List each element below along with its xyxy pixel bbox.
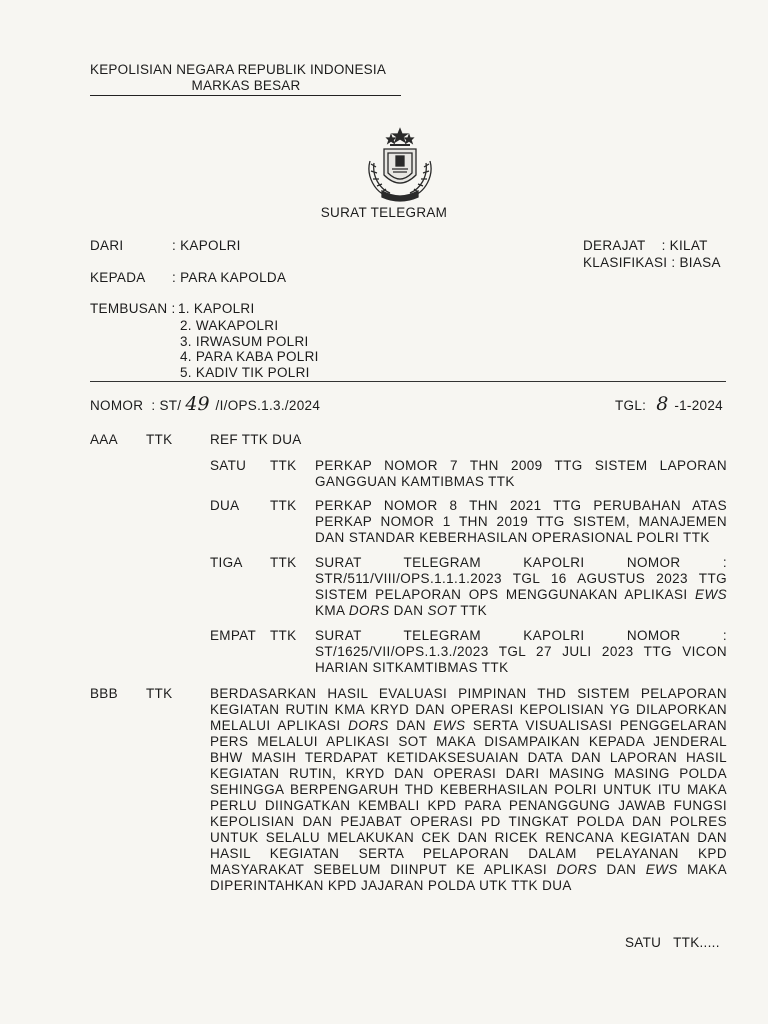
tgl-suffix: -1-2024 (674, 398, 723, 413)
nomor-handwritten: 49 (185, 393, 210, 415)
tgl-handwritten: 8 (656, 393, 669, 415)
bbb-text-part: DAN (388, 718, 434, 733)
bbb-text-italic: EWS (645, 862, 678, 877)
section-divider (90, 381, 726, 382)
aaa-text: REF TTK DUA (210, 432, 302, 447)
tembusan-item: 5. KADIV TIK POLRI (180, 365, 310, 380)
ref-text (315, 555, 727, 619)
tembusan-item: 4. PARA KABA POLRI (180, 349, 319, 364)
tembusan-item: 2. WAKAPOLRI (180, 318, 279, 333)
ref-text-italic: EWS (695, 587, 727, 602)
ref-text-part: KMA (315, 603, 349, 618)
nomor-prefix: NOMOR : ST/ (90, 398, 182, 413)
nomor-suffix: /I/OPS.1.3./2024 (215, 398, 321, 413)
continuation-marker: SATU TTK..... (625, 935, 720, 950)
bbb-ttk: TTK (146, 686, 173, 701)
kepada-value: : PARA KAPOLDA (172, 270, 287, 285)
ref-text-italic: DORS (348, 603, 390, 618)
tembusan-item: 3. IRWASUM POLRI (180, 334, 309, 349)
letterhead (90, 62, 402, 94)
document-title: SURAT TELEGRAM (320, 205, 448, 220)
bbb-text-italic: EWS (433, 718, 466, 733)
ref-num: TIGA (210, 555, 243, 570)
tgl-line (615, 393, 723, 415)
ref-num: DUA (210, 498, 240, 513)
letterhead-underline (90, 95, 401, 96)
bbb-text-part: MAKA DIPERINTAHKAN KPD JAJARAN POLDA UTK TTK DUA (210, 862, 727, 893)
ref-ttk: TTK (270, 458, 297, 473)
kepada-label: KEPADA (90, 270, 146, 285)
tembusan-label: TEMBUSAN : (90, 301, 176, 316)
klasifikasi: KLASIFIKASI : BIASA (583, 255, 721, 270)
letterhead-institution: KEPOLISIAN NEGARA REPUBLIK INDONESIA (90, 62, 387, 77)
ref-num: SATU (210, 458, 247, 473)
ref-ttk: TTK (270, 628, 297, 643)
ref-text-part: TTK (456, 603, 488, 618)
dari-label: DARI (90, 238, 124, 253)
bbb-label: BBB (90, 686, 118, 701)
bbb-text-italic: DORS (556, 862, 598, 877)
bbb-text-part: SERTA VISUALISASI PENGGELARAN PERS MELALUI APLIKASI SOT MAKA DISAMPAIKAN KEPADA JENDERAL BHW MASIH TERDAPAT KETIDAKSESUAIAN DATA DAN LAPORAN HASIL KEGIATAN RUTIN, KRYD DAN OPERASI DARI MASING MASING POLDA SEHINGGA BERPENGARUH THD KEBERHASILAN POLRI UNTUK ITU MAKA PERLU DIINGATKAN KEMBALI KPD PARA PENANGGUNG JAWAB FUNGSI KEPOLISIAN DAN PEJABAT OPERASI PD TINGKAT POLDA DAN POLRES UNTUK SELALU MELAKUKAN CEK DAN RICEK RENCANA KEGIATAN DAN HASIL KEGIATAN SERTA PELAPORAN DALAM PELAYANAN KPD MASYARAKAT SEBELUM DIINPUT KE APLIKASI (210, 718, 728, 877)
ref-text: PERKAP NOMOR 7 THN 2009 TTG SISTEM LAPORAN GANGGUAN KAMTIBMAS TTK (315, 458, 727, 489)
tembusan-item: 1. KAPOLRI (178, 301, 255, 316)
ref-text-part: SURAT TELEGRAM KAPOLRI NOMOR : STR/511/VIII/OPS.1.1.1.2023 TGL 16 AGUSTUS 2023 TTG SISTEM PELAPORAN OPS MENGGUNAKAN APLIKASI (315, 555, 727, 602)
letterhead-unit: MARKAS BESAR (191, 78, 301, 93)
ref-text: PERKAP NOMOR 8 THN 2021 TTG PERUBAHAN ATAS PERKAP NOMOR 1 THN 2019 TTG SISTEM, MANAJEMEN DAN STANDAR KEBERHASILAN OPERASIONAL POLRI TTK (315, 498, 727, 545)
tgl-label: TGL: (615, 398, 647, 413)
dari-value: : KAPOLRI (172, 238, 241, 253)
bbb-text-part: BERDASARKAN HASIL EVALUASI PIMPINAN THD SISTEM PELAPORAN KEGIATAN RUTIN KMA KRYD DAN OPERASI KEPOLISIAN YG DILAPORKAN MELALUI APLIKASI (210, 686, 727, 733)
ref-ttk: TTK (270, 555, 297, 570)
bbb-text-part: DAN (597, 862, 646, 877)
ref-text-part: DAN (389, 603, 428, 618)
aaa-ttk: TTK (146, 432, 173, 447)
bbb-text-italic: DORS (348, 718, 389, 733)
ref-ttk: TTK (270, 498, 297, 513)
ref-text: SURAT TELEGRAM KAPOLRI NOMOR : ST/1625/VII/OPS.1.3./2023 TGL 27 JULI 2023 TTG VICON HARIAN SITKAMTIBMAS TTK (315, 628, 727, 675)
ref-num: EMPAT (210, 628, 257, 643)
ref-text-italic: SOT (427, 603, 457, 618)
bbb-text (210, 686, 727, 894)
aaa-label: AAA (90, 432, 118, 447)
nomor-line (90, 393, 321, 415)
police-emblem-icon (360, 127, 440, 205)
derajat: DERAJAT : KILAT (583, 238, 708, 253)
